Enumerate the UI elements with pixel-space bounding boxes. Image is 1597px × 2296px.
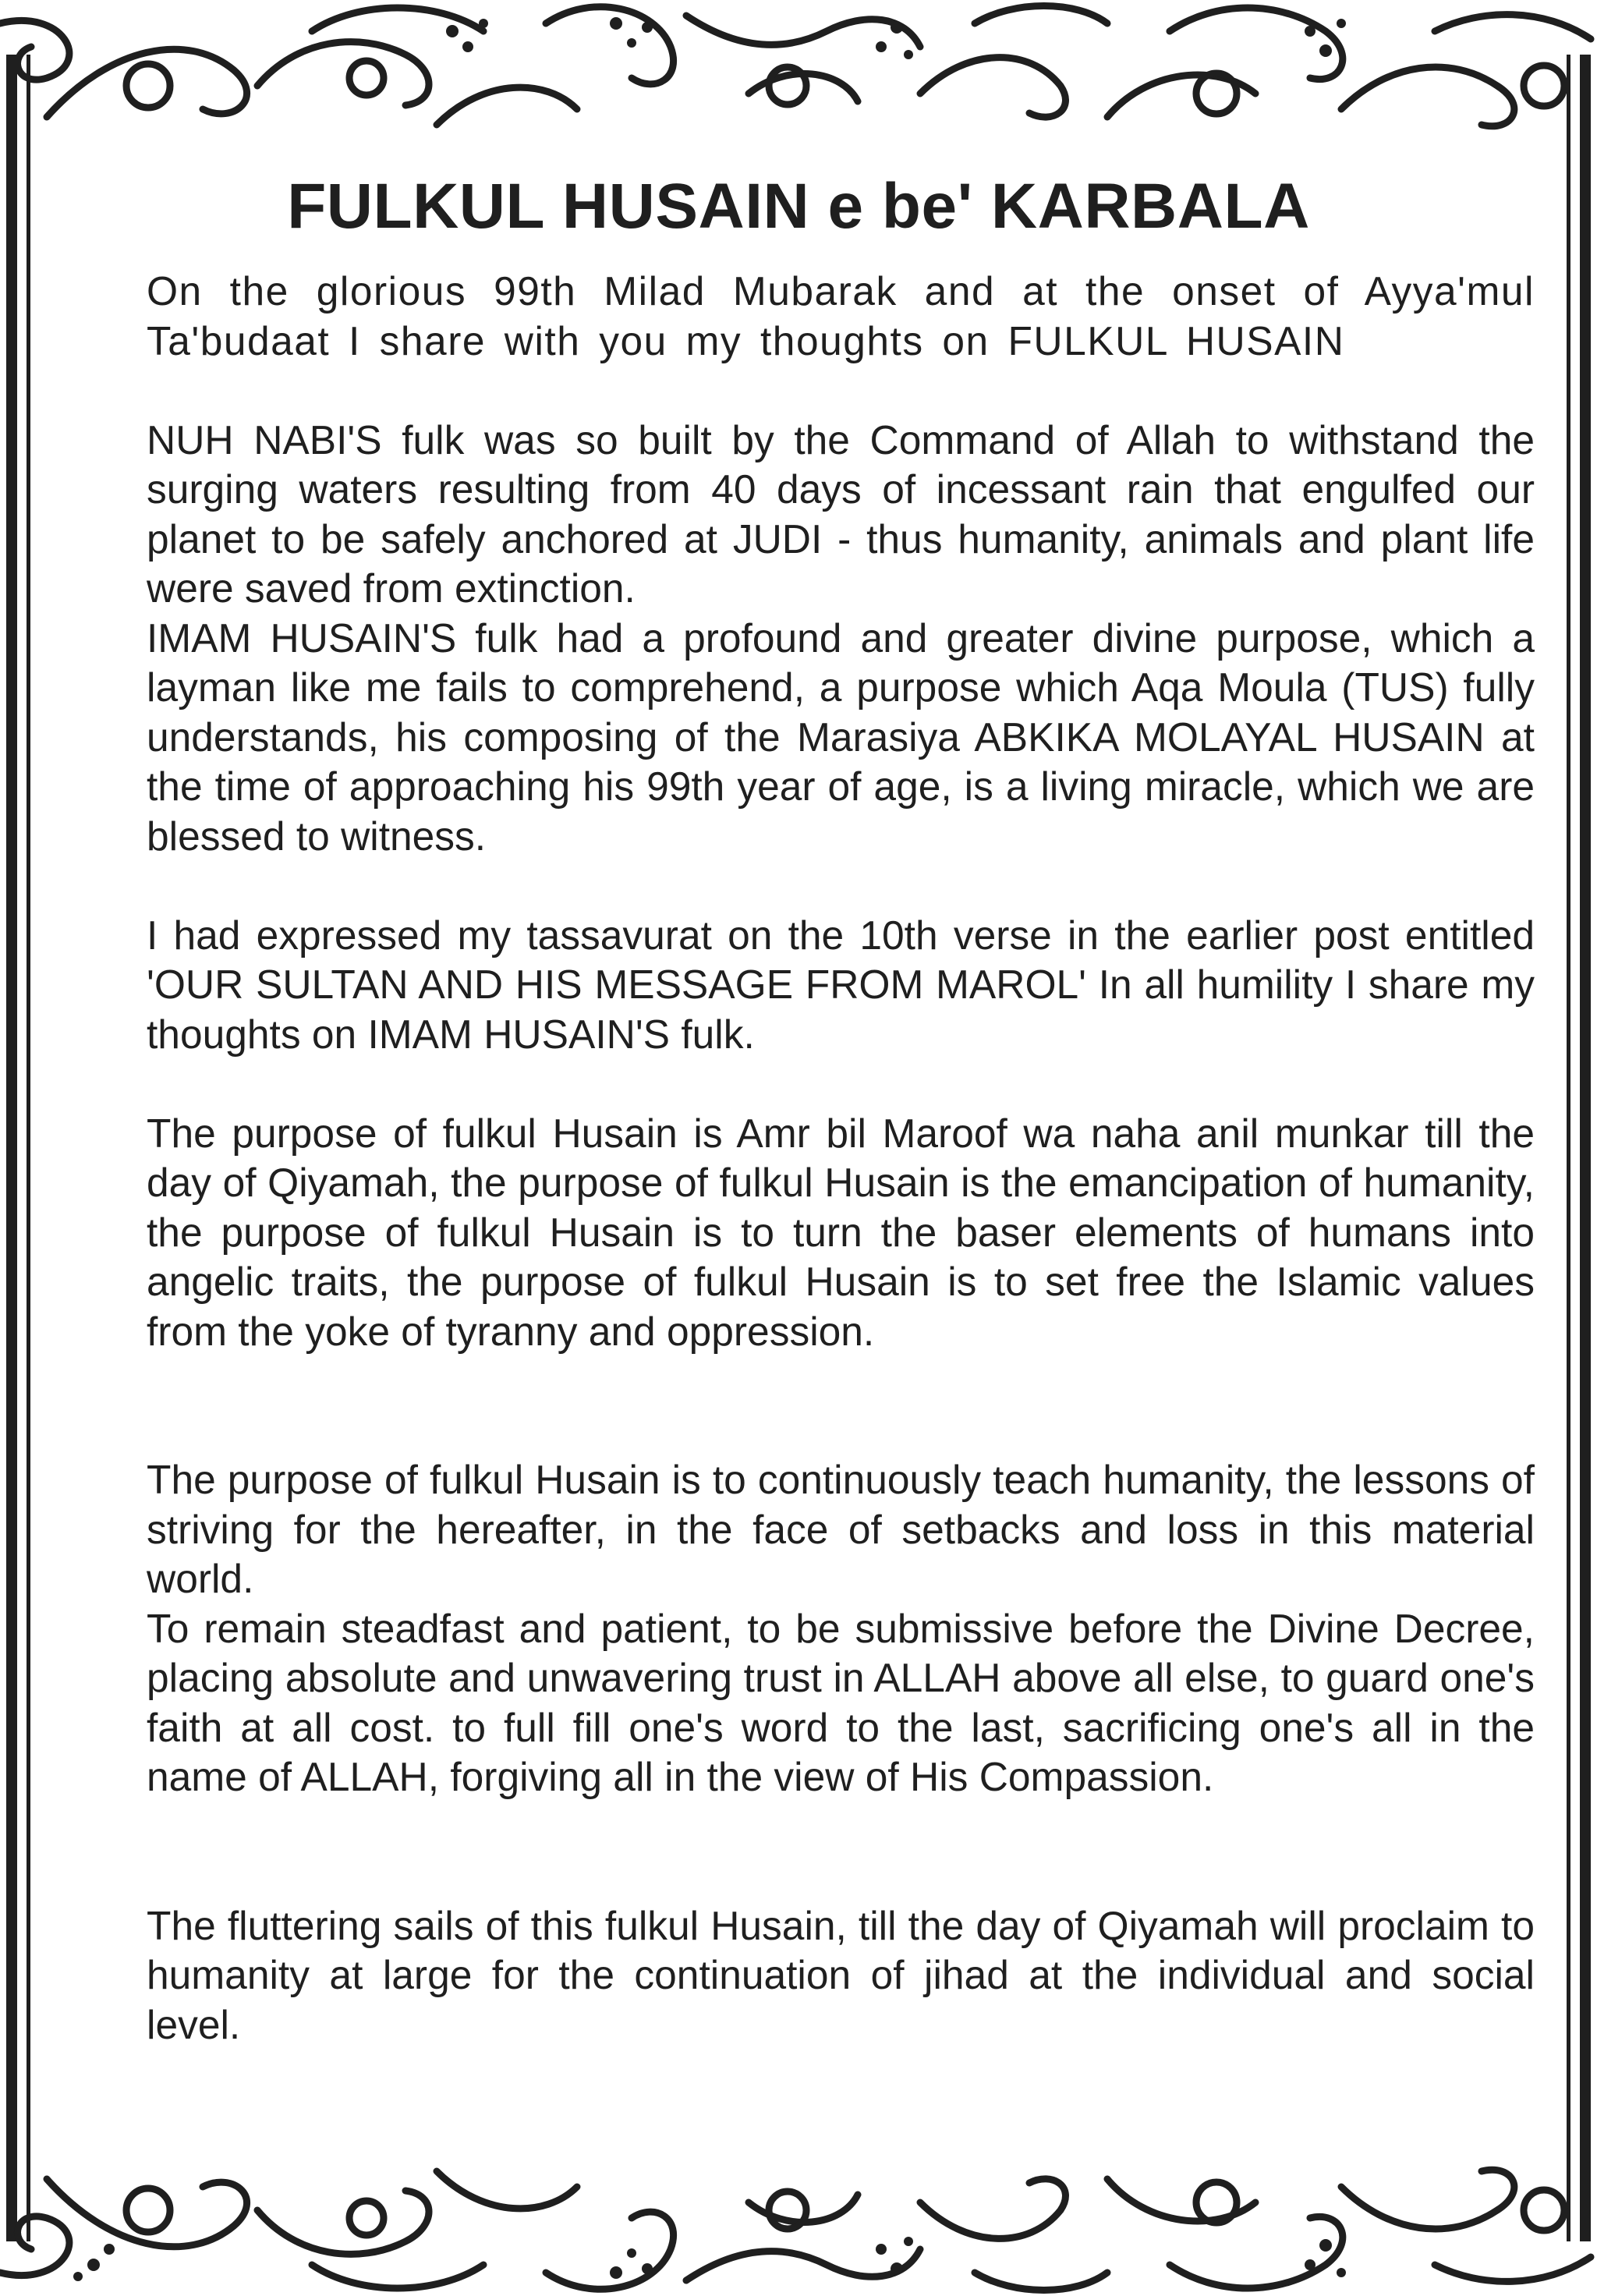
paragraph-teach-humanity: The purpose of fulkul Husain is to continuously teach humanity, the lessons of striving for the hereafter, in the face of setbacks and loss in this material world. xyxy=(147,1457,1535,1601)
paragraph-sails: The fluttering sails of this fulkul Husain, till the day of Qiyamah will proclaim to humanity at large for the continuation of jihad at the individual and social level. xyxy=(147,1902,1535,2047)
paragraph-purpose: The purpose of fulkul Husain is Amr bil Maroof wa naha anil munkar till the day of Qiyamah, the purpose of fulkul Husain is the emancipation of humanity, the purpose of fulkul Husain is to turn the baser elements of humans into angelic traits, the purpose of fulkul Husain is to set free the Islamic values from the yoke of tyranny and oppression. xyxy=(147,1110,1535,1354)
bottom-ornamental-border xyxy=(0,2140,1597,2296)
paragraph-nuh-nabi: NUH NABI'S fulk was so built by the Command of Allah to withstand the surging waters resulting from 40 days of incessant rain that engulfed our planet to be safely anchored at JUDI - thus humanity, animals and plant life were saved from extinction. xyxy=(147,416,1535,611)
left-border-rule xyxy=(6,55,17,2241)
paragraph-tassavurat: I had expressed my tassavurat on the 10th verse in the earlier post entitled 'OUR SULTAN AND HIS MESSAGE FROM MAROL' In all humility I share my thoughts on IMAM HUSAIN'S fulk. xyxy=(147,912,1535,1057)
document-body xyxy=(147,267,1535,2050)
right-border-inner-rule xyxy=(1567,55,1570,2241)
right-border-rule xyxy=(1580,55,1591,2241)
left-border-inner-rule xyxy=(27,55,30,2241)
document-title: FULKUL HUSAIN e be' KARBALA xyxy=(287,171,1310,242)
paragraph-imam-husain: IMAM HUSAIN'S fulk had a profound and greater divine purpose, which a layman like me fails to comprehend, a purpose which Aqa Moula (TUS) fully understands, his composing of the Marasiya ABKIKA MOLAYAL HUSAIN at the time of approaching his 99th year of age, is a living miracle, which we are blessed to witness. xyxy=(147,615,1535,859)
top-ornamental-border xyxy=(0,0,1597,156)
paragraph-steadfast: To remain steadfast and patient, to be submissive before the Divine Decree, placing absolute and unwavering trust in ALLAH above all else, to guard one's faith at all cost. to full fill one's word to the last, sacrificing one's all in the name of ALLAH, forgiving all in the view of His Compassion. xyxy=(147,1605,1535,1799)
paragraph-intro: On the glorious 99th Milad Mubarak and at the onset of Ayya'mul Ta'budaat I share with you my thoughts on FULKUL HUSAIN xyxy=(147,268,1535,363)
